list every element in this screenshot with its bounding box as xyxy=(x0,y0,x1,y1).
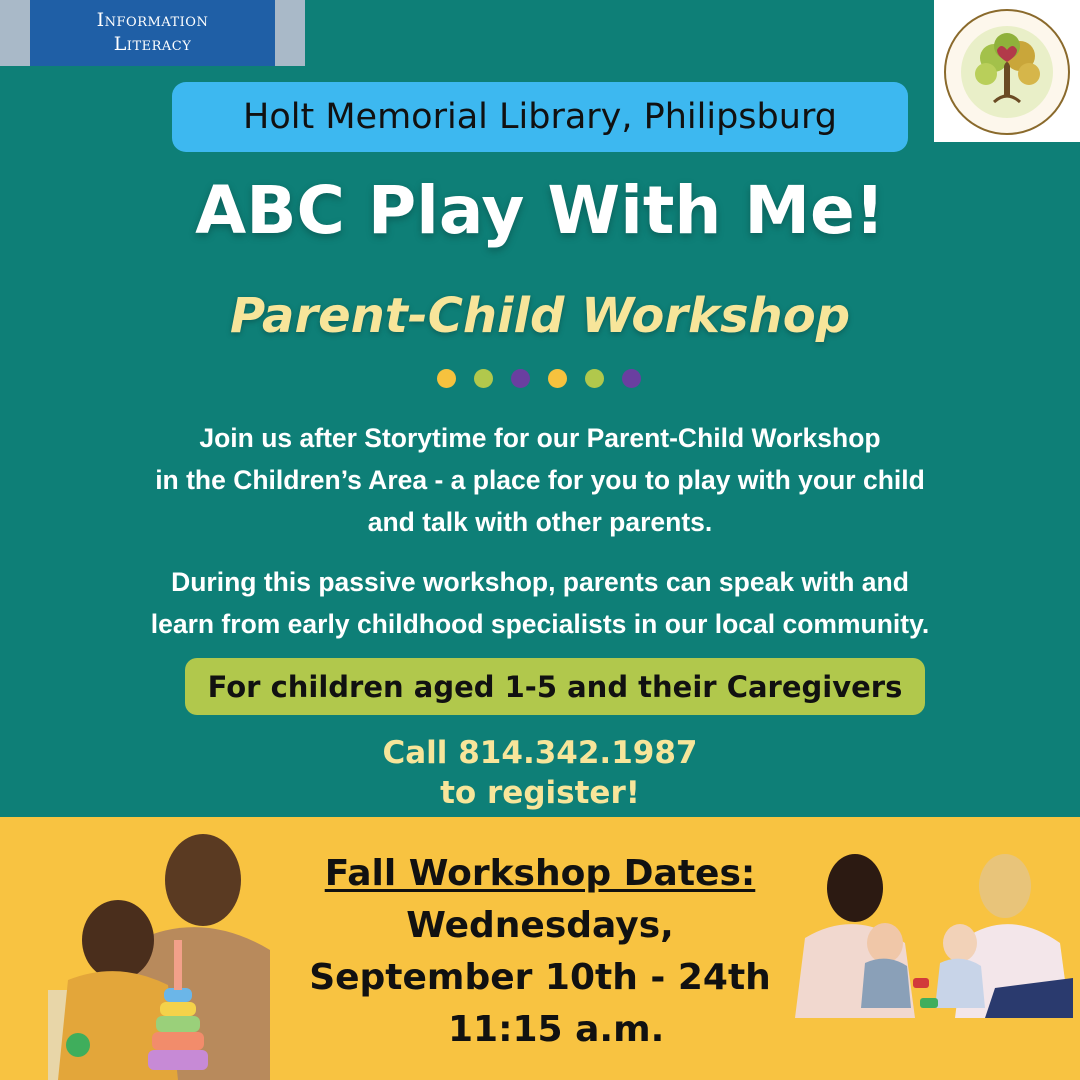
audience-banner: For children aged 1-5 and their Caregivers xyxy=(185,658,925,715)
event-title: ABC Play With Me! xyxy=(195,172,885,249)
dates-range: September 10th - 24th xyxy=(309,957,771,998)
dates-heading: Fall Workshop Dates: xyxy=(324,853,756,894)
decorative-dot xyxy=(474,369,493,388)
decorative-dots xyxy=(437,369,641,389)
information-literacy-logo xyxy=(0,0,305,66)
registration-info xyxy=(0,733,1080,813)
tree-icon xyxy=(934,0,1080,142)
workshop-dates xyxy=(280,848,800,1056)
mothers-babies-photo xyxy=(795,848,1073,1028)
description-paragraph-1 xyxy=(30,417,1050,543)
description-line: in the Children’s Area - a place for you to play with your child xyxy=(155,465,925,495)
family-place-libraries-logo xyxy=(934,0,1080,142)
decorative-dot xyxy=(622,369,641,388)
decorative-dot xyxy=(585,369,604,388)
description-line: learn from early childhood specialists in our local community. xyxy=(150,609,930,639)
description-paragraph-2 xyxy=(30,561,1050,645)
decorative-dot xyxy=(437,369,456,388)
dates-day: Wednesdays, xyxy=(406,905,674,946)
father-child-photo xyxy=(48,820,270,1080)
info-logo-line1: Information xyxy=(96,9,209,31)
description-line: Join us after Storytime for our Parent-Child Workshop xyxy=(199,423,881,453)
register-line: to register! xyxy=(440,775,640,811)
decorative-dot xyxy=(511,369,530,388)
event-subtitle: Parent-Child Workshop xyxy=(229,288,851,344)
info-logo-line2: Literacy xyxy=(113,33,192,55)
description-line: and talk with other parents. xyxy=(367,507,713,537)
phone-line: Call 814.342.1987 xyxy=(382,735,698,771)
description-line: During this passive workshop, parents can speak with and xyxy=(171,567,909,597)
decorative-dot xyxy=(548,369,567,388)
location-banner: Holt Memorial Library, Philipsburg xyxy=(172,82,908,152)
dates-time: 11:15 a.m. xyxy=(448,1009,665,1050)
